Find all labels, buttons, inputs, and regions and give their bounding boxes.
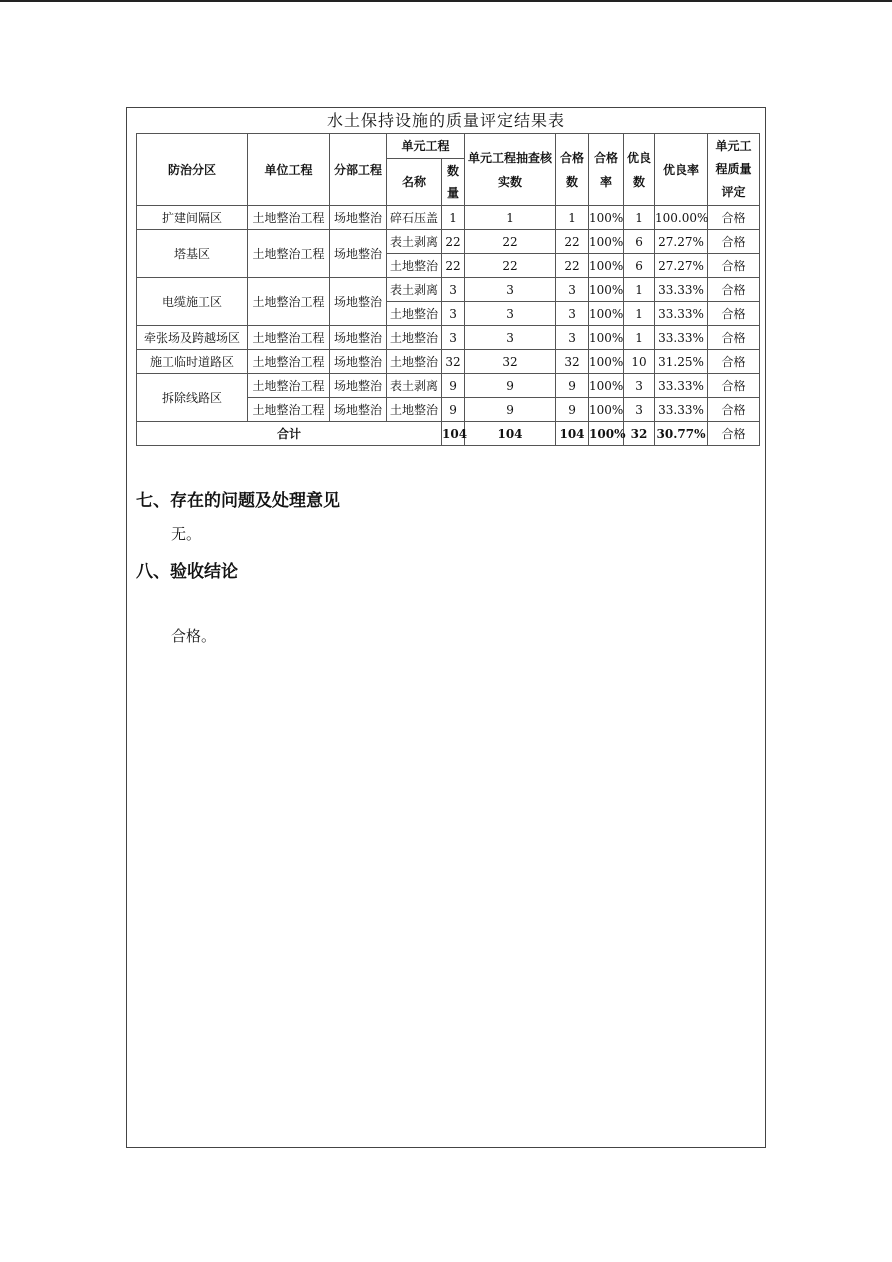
table-total-row: 合计 104 104 104 100% 32 30.77% 合格	[137, 422, 760, 446]
header-quality-rating: 单元工程质量评定	[708, 134, 760, 206]
table-row: 土地整治 3 3 3 100% 1 33.33% 合格	[137, 302, 760, 326]
top-border-line	[0, 0, 892, 2]
table-row: 土地整治工程 场地整治 土地整治 9 9 9 100% 3 33.33% 合格	[137, 398, 760, 422]
table-row: 塔基区 土地整治工程 场地整治 表土剥离 22 22 22 100% 6 27.27% 合格	[137, 230, 760, 254]
header-unit-project: 单位工程	[248, 134, 330, 206]
table-row: 施工临时道路区 土地整治工程 场地整治 土地整治 32 32 32 100% 10 31.25% 合格	[137, 350, 760, 374]
total-label: 合计	[137, 422, 442, 446]
section-7-body: 无。	[171, 525, 202, 543]
header-pass-count: 合格数	[556, 134, 589, 206]
document-frame	[126, 107, 766, 1148]
section-8-heading: 八、验收结论	[136, 562, 238, 582]
table-row: 电缆施工区 土地整治工程 场地整治 表土剥离 3 3 3 100% 1 33.33% 合格	[137, 278, 760, 302]
header-element-count: 数量	[442, 159, 465, 206]
header-element-group: 单元工程	[387, 134, 465, 159]
table-title: 水土保持设施的质量评定结果表	[326, 111, 565, 130]
header-pass-rate: 合格率	[589, 134, 624, 206]
table-row: 牵张场及跨越场区 土地整治工程 场地整治 土地整治 3 3 3 100% 1 33.33% 合格	[137, 326, 760, 350]
section-8-body: 合格。	[171, 627, 217, 645]
header-zone: 防治分区	[137, 134, 248, 206]
header-excellent-rate: 优良率	[655, 134, 708, 206]
table-row: 拆除线路区 土地整治工程 场地整治 表土剥离 9 9 9 100% 3 33.33% 合格	[137, 374, 760, 398]
table-row: 土地整治 22 22 22 100% 6 27.27% 合格	[137, 254, 760, 278]
quality-assessment-table	[136, 133, 760, 446]
section-7-heading: 七、存在的问题及处理意见	[136, 491, 340, 511]
table-row: 扩建间隔区 土地整治工程 场地整治 碎石压盖 1 1 1 100% 1 100.00% 合格	[137, 206, 760, 230]
header-sub-project: 分部工程	[330, 134, 387, 206]
header-element-name: 名称	[387, 159, 442, 206]
header-excellent-count: 优良数	[624, 134, 655, 206]
header-sample-count: 单元工程抽查核实数	[465, 134, 556, 206]
